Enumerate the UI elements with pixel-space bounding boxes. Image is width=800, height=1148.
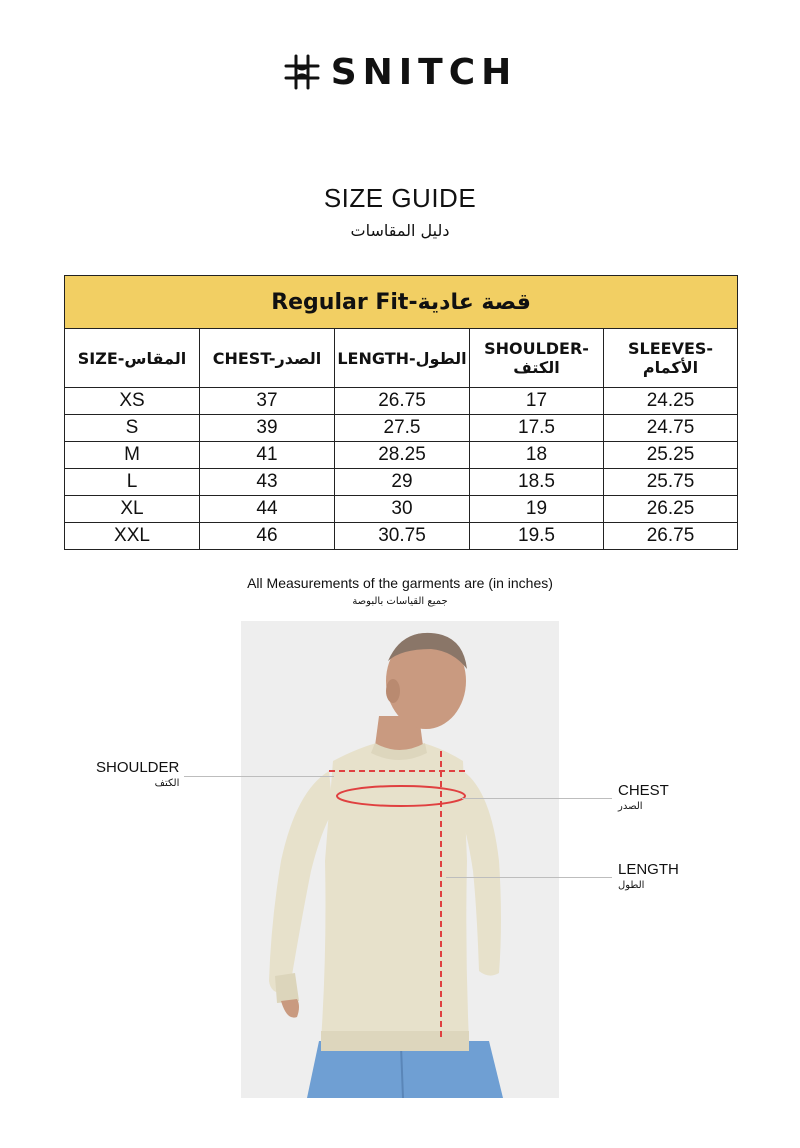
measurement-note: All Measurements of the garments are (in inches) xyxy=(247,575,553,591)
cell-size: M xyxy=(65,442,200,469)
cell-size: S xyxy=(65,415,200,442)
model-photo xyxy=(241,621,559,1098)
cell-length: 29 xyxy=(335,469,470,496)
table-row xyxy=(65,523,738,550)
cell-shoulder: 17.5 xyxy=(470,415,604,442)
column-header-size: SIZE-المقاس xyxy=(65,329,200,388)
cell-sleeves: 25.75 xyxy=(604,469,738,496)
length-label: LENGTH xyxy=(618,861,679,878)
cell-sleeves: 26.75 xyxy=(604,523,738,550)
cell-length: 26.75 xyxy=(335,388,470,415)
column-header-shoulder: SHOULDER- الكتف xyxy=(470,329,604,388)
cell-size: XXL xyxy=(65,523,200,550)
brand-name: SNITCH xyxy=(330,51,518,93)
chest-callout xyxy=(618,782,669,814)
cell-sleeves: 24.25 xyxy=(604,388,738,415)
page-title-arabic: دليل المقاسات xyxy=(350,221,450,240)
column-header-chest: CHEST-الصدر xyxy=(200,329,335,388)
cell-size: L xyxy=(65,469,200,496)
cell-chest: 44 xyxy=(200,496,335,523)
cell-chest: 39 xyxy=(200,415,335,442)
cell-chest: 43 xyxy=(200,469,335,496)
cell-shoulder: 17 xyxy=(470,388,604,415)
table-row xyxy=(65,415,738,442)
table-row xyxy=(65,496,738,523)
model-illustration xyxy=(241,621,559,1098)
cell-chest: 41 xyxy=(200,442,335,469)
hash-knot-icon xyxy=(283,53,321,91)
cell-shoulder: 19 xyxy=(470,496,604,523)
table-row xyxy=(65,388,738,415)
cell-chest: 37 xyxy=(200,388,335,415)
cell-sleeves: 24.75 xyxy=(604,415,738,442)
length-label-arabic: الطول xyxy=(618,880,645,891)
cell-chest: 46 xyxy=(200,523,335,550)
cell-size: XL xyxy=(65,496,200,523)
shoulder-label-arabic: الكتف xyxy=(154,778,180,789)
shoulder-label: SHOULDER xyxy=(96,759,180,776)
chest-label-arabic: الصدر xyxy=(618,801,643,812)
cell-length: 28.25 xyxy=(335,442,470,469)
shoulder-callout xyxy=(96,759,179,791)
chest-pointer-line xyxy=(462,798,612,799)
cell-sleeves: 25.25 xyxy=(604,442,738,469)
shoulder-pointer-line xyxy=(184,776,334,777)
cell-sleeves: 26.25 xyxy=(604,496,738,523)
measurement-note-arabic: جميع القياسات بالبوصة xyxy=(352,596,448,607)
length-pointer-line xyxy=(446,877,612,878)
column-header-length: LENGTH-الطول xyxy=(335,329,470,388)
cell-shoulder: 18.5 xyxy=(470,469,604,496)
size-chart-table xyxy=(64,275,738,550)
cell-shoulder: 19.5 xyxy=(470,523,604,550)
cell-shoulder: 18 xyxy=(470,442,604,469)
table-row xyxy=(65,469,738,496)
cell-length: 30.75 xyxy=(335,523,470,550)
cell-length: 27.5 xyxy=(335,415,470,442)
length-callout xyxy=(618,861,679,893)
cell-size: XS xyxy=(65,388,200,415)
fit-title: Regular Fit-قصة عادية xyxy=(65,276,738,329)
cell-length: 30 xyxy=(335,496,470,523)
table-row xyxy=(65,442,738,469)
brand-logo xyxy=(0,50,800,94)
chest-label: CHEST xyxy=(618,782,669,799)
column-header-sleeves: SLEEVES- الأكمام xyxy=(604,329,738,388)
page-title: SIZE GUIDE xyxy=(323,183,477,213)
